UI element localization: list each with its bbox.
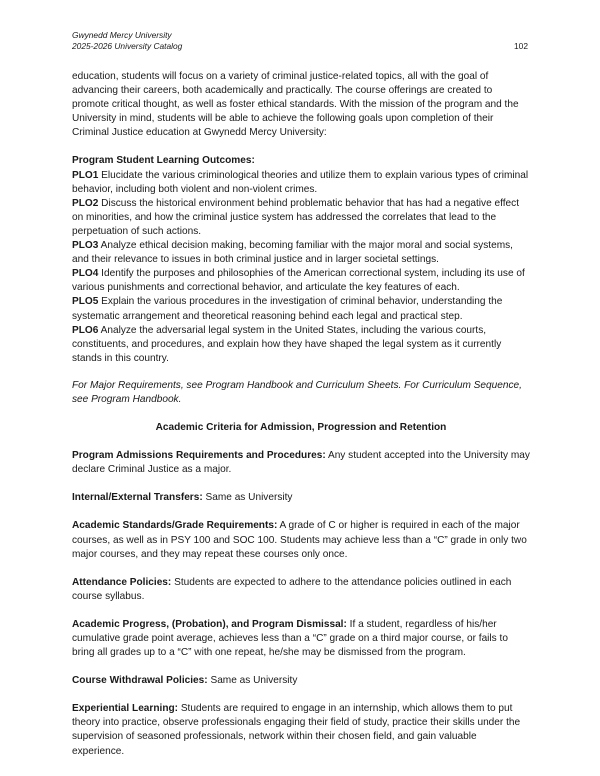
- criteria-item: Academic Standards/Grade Requirements: A grade of C or higher is required in each of the major courses, as well as in PSY 100 and SOC 100. Students may achieve less than a “C” grade in only two major courses, and they may repeat these courses only once.: [72, 520, 527, 560]
- criteria-item: Course Withdrawal Policies: Same as University: [72, 675, 298, 687]
- plo-item: PLO1 Elucidate the various criminological theories and utilize them to explain various types of criminal behavior, including both violent and non-violent crimes.: [72, 169, 529, 195]
- plo-item: PLO2 Discuss the historical environment behind problematic behavior that has had a negative effect on minorities, and how the criminal justice system has addressed the correlates that lead to the perpetuation of such actions.: [72, 197, 520, 237]
- major-requirements-note: For Major Requirements, see Program Handbook and Curriculum Sheets. For Curriculum Sequence, see Program Handbook.: [72, 379, 522, 405]
- criteria-item: Program Admissions Requirements and Procedures: Any student accepted into the University may declare Criminal Justice as a major.: [72, 450, 530, 476]
- university-name: Gwynedd Mercy University: [72, 30, 172, 40]
- plo-section: [72, 154, 530, 365]
- criteria-heading: Academic Criteria for Admission, Progression and Retention: [155, 422, 447, 434]
- plo-item: PLO3 Analyze ethical decision making, becoming familiar with the major moral and social systems, and their relevance to issues in both criminal justice and in larger societal settings.: [72, 240, 513, 266]
- criteria-item: Attendance Policies: Students are expected to adhere to the attendance policies outlined in each course syllabus.: [72, 576, 512, 602]
- page-body: [72, 70, 530, 759]
- criteria-item: Experiential Learning: Students are required to engage in an internship, which allows them to put theory into practice, observe professionals engaging their field of study, practice their skills under the supervision of seasoned professionals, network within their chosen field, and gain valuable experience.: [72, 703, 521, 757]
- page-number: 102: [514, 41, 528, 51]
- catalog-title: 2025-2026 University Catalog: [72, 41, 183, 51]
- intro-paragraph: education, students will focus on a variety of criminal justice-related topics, all with the goal of advancing their careers, both academically and practically. The course offerings are created to promote critical thought, as well as foster ethical standards. With the mission of the program and the University in mind, students will be able to achieve the following goals upon completion of their Criminal Justice education at Gwynedd Mercy University:: [72, 71, 519, 139]
- plo-item: PLO4 Identify the purposes and philosophies of the American correctional system, including its use of various punishments and correctional behavior, and articulate the key features of each.: [72, 268, 525, 294]
- plo-item: PLO5 Explain the various procedures in the investigation of criminal behavior, understanding the systematic arrangement and theoretical reasoning behind each legal and practical step.: [72, 296, 503, 322]
- page-header: [72, 30, 528, 52]
- criteria-item: Academic Progress, (Probation), and Program Dismissal: If a student, regardless of his/her cumulative grade point average, achieves less than a “C” grade on a third major course, or fails to bring all grades up to a “C” with one repeat, he/she may be dismissed from the program.: [72, 618, 508, 659]
- plo-heading: Program Student Learning Outcomes:: [72, 155, 255, 167]
- criteria-item: Internal/External Transfers: Same as University: [72, 492, 293, 504]
- plo-item: PLO6 Analyze the adversarial legal system in the United States, including the various courts, constituents, and procedures, and explain how they have shaped the legal system as it currently stands in this country.: [72, 324, 502, 364]
